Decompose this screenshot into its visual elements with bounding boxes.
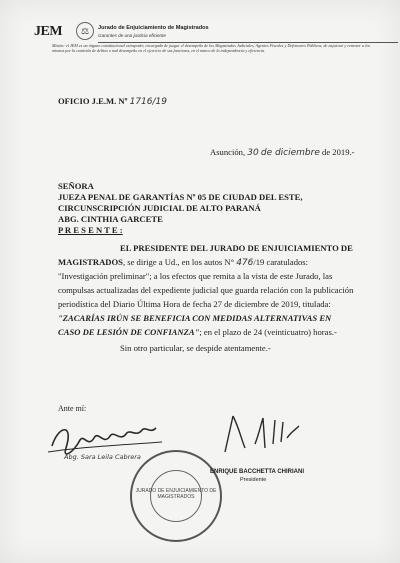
body-text-a: , se dirige a Ud., en los autos N° (122, 257, 235, 267)
body-line-1: EL PRESIDENTE DEL JURADO DE ENJUICIAMIENTO DE (120, 243, 353, 253)
body-tail: ; en el plazo de 24 (veinticuatro) horas.- (199, 327, 337, 337)
body-line-3: "Investigación preliminar"; a los efectos que remita a la vista de este Jurado, las (58, 271, 333, 281)
date-month: de diciembre (260, 148, 320, 158)
letter-date (210, 147, 355, 159)
body-bold-magistrados: MAGISTRADOS (58, 257, 123, 267)
body-text-b: /19 caratulados: (253, 257, 309, 267)
signer-right-title: Presidente (240, 477, 267, 483)
recipient-line-1: JUEZA PENAL DE GARANTÍAS Nº 05 DE CIUDAD DEL ESTE, (58, 192, 303, 202)
body-line-5: periodística del Diario Última Hora de fecha 27 de diciembre de 2019, titulada: (58, 299, 331, 309)
body-line-2 (58, 257, 308, 269)
recipient-line-2: CIRCUNSCRIPCIÓN JUDICIAL DE ALTO PARANÁ (58, 203, 261, 213)
jem-logo: JEM (34, 24, 63, 39)
salutation: SEÑORA (58, 181, 94, 191)
oficio-number: 1716/19 (129, 97, 167, 107)
headline-line-1: "ZACARÍAS IRÚN SE BENEFICIA CON MEDIDAS ALTERNATIVAS EN (58, 313, 332, 323)
oficio-label: OFICIO J.E.M. Nº (58, 96, 128, 106)
recipient-line-3: ABG. CINTHIA GARCETE (58, 214, 163, 224)
institution-motto: Garantes de una justicia eficiente (98, 33, 166, 38)
case-number: 476 (236, 258, 254, 268)
mission-statement: Misión: el JEM es un órgano constitucional extrapoder, encargado de juzgar el desempeño de los Magistrados Judiciales, Agentes Fiscales y Defensores Públicos, de enjuiciar y remover a los mismos por la comisión de delitos o mal desempeño en el ejercicio de sus funciones, en el marco de la independencia y eficiencia. (52, 43, 370, 53)
oficio-reference (58, 96, 167, 108)
ante-mi: Ante mí: (58, 404, 87, 413)
signer-right-name: ENRIQUE BACCHETTA CHIRIANI (210, 469, 304, 475)
signature-right-icon (215, 408, 305, 458)
date-day: 30 (247, 148, 259, 158)
institution-name: Jurado de Enjuiciamiento de Magistrados (98, 25, 209, 31)
official-stamp (130, 450, 222, 542)
present-line: P R E S E N T E : (58, 225, 123, 235)
seal-icon: ⚖ (76, 22, 94, 40)
body-closing-paragraph: Sin otro particular, se despide atentamente.- (120, 343, 271, 353)
stamp-text: JURADO DE ENJUICIAMIENTO DE MAGISTRADOS (135, 488, 217, 500)
body-line-4: compulsas actualizadas del expediente judicial que guarda relación con la publicación (58, 285, 354, 295)
letterhead (20, 14, 380, 38)
headline-text: CASO DE LESIÓN DE CONFIANZA" (58, 327, 200, 337)
date-place: Asunción, (210, 147, 246, 157)
date-year: de 2019.- (322, 147, 355, 157)
headline-line-2 (58, 327, 337, 338)
signer-left-name: Abg. Sara Leila Cabrera (64, 453, 141, 461)
